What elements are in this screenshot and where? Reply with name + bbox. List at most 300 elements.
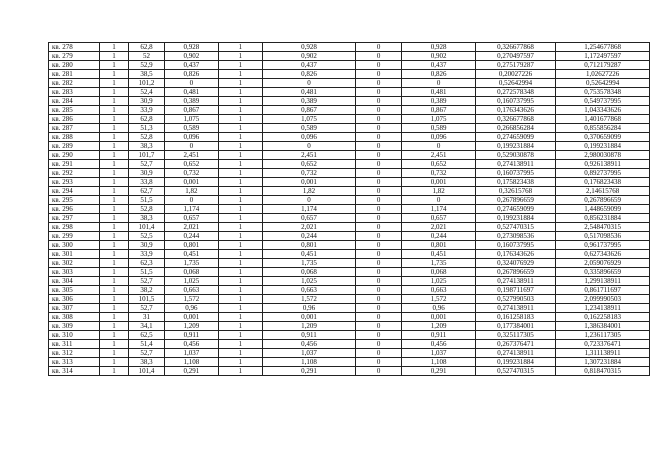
table-cell: 1 (99, 277, 128, 286)
table-cell: 0 (355, 250, 401, 259)
table-cell: 0 (355, 79, 401, 88)
table-cell: 0,481 (263, 88, 356, 97)
table-cell: 2,548470315 (556, 223, 650, 232)
table-cell: 0,861711697 (556, 286, 650, 295)
table-cell: 1,108 (263, 358, 356, 367)
table-cell: 0,096 (263, 133, 356, 142)
table-cell: 0,52642994 (475, 79, 555, 88)
apartment-cell: кв. 281 (49, 70, 100, 79)
table-cell: 2,451 (402, 151, 476, 160)
table-cell: 0,267896659 (475, 196, 555, 205)
table-cell: 0 (355, 196, 401, 205)
table-cell: 1,82 (165, 187, 219, 196)
table-cell: 0,753578348 (556, 88, 650, 97)
table-cell: 0 (355, 322, 401, 331)
table-cell: 1 (99, 367, 128, 376)
table-cell: 38,2 (128, 286, 164, 295)
table-cell: 0,527990503 (475, 295, 555, 304)
table-cell: 52,9 (128, 61, 164, 70)
table-cell: 0,856231884 (556, 214, 650, 223)
table-cell: 1 (99, 169, 128, 178)
table-cell: 0 (355, 169, 401, 178)
table-cell: 101,2 (128, 79, 164, 88)
table-cell: 52,8 (128, 205, 164, 214)
table-cell: 1 (218, 250, 262, 259)
table-cell: 0,176823438 (556, 178, 650, 187)
table-cell: 30,9 (128, 97, 164, 106)
table-cell: 0,068 (165, 268, 219, 277)
apartment-cell: кв. 284 (49, 97, 100, 106)
apartment-cell: кв. 290 (49, 151, 100, 160)
table-cell: 0,928 (402, 43, 476, 52)
apartment-cell: кв. 309 (49, 322, 100, 331)
apartment-cell: кв. 278 (49, 43, 100, 52)
table-cell: 0,96 (402, 304, 476, 313)
table-cell: 62,8 (128, 115, 164, 124)
table-cell: 0 (355, 187, 401, 196)
table-cell: 0 (355, 295, 401, 304)
table-cell: 0,818470315 (556, 367, 650, 376)
table-cell: 1 (99, 160, 128, 169)
table-cell: 0,481 (402, 88, 476, 97)
apartment-cell: кв. 312 (49, 349, 100, 358)
table-cell: 1 (99, 250, 128, 259)
table-cell: 52,7 (128, 304, 164, 313)
table-cell: 0,867 (402, 106, 476, 115)
table-cell: 1,299138911 (556, 277, 650, 286)
table-cell: 1,209 (402, 322, 476, 331)
apartment-cell: кв. 286 (49, 115, 100, 124)
apartment-cell: кв. 294 (49, 187, 100, 196)
table-cell: 1 (218, 124, 262, 133)
table-cell: 1 (99, 295, 128, 304)
table-cell: 0,456 (165, 340, 219, 349)
table-row (49, 358, 650, 367)
table-cell: 0,732 (263, 169, 356, 178)
table-cell: 0,892737995 (556, 169, 650, 178)
table-cell: 31 (128, 313, 164, 322)
table-cell: 1,209 (165, 322, 219, 331)
table-cell: 0,867 (263, 106, 356, 115)
apartment-cell: кв. 305 (49, 286, 100, 295)
table-cell: 0 (355, 259, 401, 268)
apartment-cell: кв. 288 (49, 133, 100, 142)
apartment-cell: кв. 292 (49, 169, 100, 178)
table-cell: 1 (218, 223, 262, 232)
table-cell: 0 (355, 70, 401, 79)
table-cell: 1,82 (402, 187, 476, 196)
table-cell: 0,437 (402, 61, 476, 70)
apartment-cell: кв. 301 (49, 250, 100, 259)
table-cell: 0,160737995 (475, 241, 555, 250)
apartment-cell: кв. 285 (49, 106, 100, 115)
table-cell: 0,389 (263, 97, 356, 106)
table-row (49, 214, 650, 223)
table-cell: 101,4 (128, 223, 164, 232)
table-cell: 1,307231884 (556, 358, 650, 367)
table-cell: 1,254677868 (556, 43, 650, 52)
table-cell: 2,980030878 (556, 151, 650, 160)
table-cell: 0 (263, 142, 356, 151)
table-row (49, 61, 650, 70)
table-cell: 1 (218, 205, 262, 214)
table-cell: 0,267896659 (556, 196, 650, 205)
table-row (49, 286, 650, 295)
table-cell: 0,437 (263, 61, 356, 70)
table-cell: 1 (218, 88, 262, 97)
table-cell: 0,274659099 (475, 133, 555, 142)
table-cell: 0,657 (165, 214, 219, 223)
table-cell: 0,723376471 (556, 340, 650, 349)
table-cell: 0,926138911 (556, 160, 650, 169)
table-cell: 1,735 (402, 259, 476, 268)
table-cell: 1,108 (402, 358, 476, 367)
table-cell: 1 (99, 340, 128, 349)
table-cell: 2,021 (402, 223, 476, 232)
table-cell: 1,037 (165, 349, 219, 358)
apartment-cell: кв. 314 (49, 367, 100, 376)
table-cell: 0,244 (263, 232, 356, 241)
table-cell: 1 (99, 232, 128, 241)
table-cell: 0,160737995 (475, 97, 555, 106)
table-cell: 1 (218, 97, 262, 106)
table-cell: 1,82 (263, 187, 356, 196)
table-cell: 1 (99, 106, 128, 115)
table-cell: 2,059076929 (556, 259, 650, 268)
table-cell: 1 (99, 286, 128, 295)
table-cell: 1,572 (263, 295, 356, 304)
table-cell: 1,043343626 (556, 106, 650, 115)
table-row (49, 151, 650, 160)
apartment-cell: кв. 283 (49, 88, 100, 97)
table-cell: 0 (355, 214, 401, 223)
table-row (49, 79, 650, 88)
table-cell: 1,386384001 (556, 322, 650, 331)
table-row (49, 295, 650, 304)
table-cell: 1 (218, 178, 262, 187)
table-cell: 1 (218, 115, 262, 124)
table-cell: 1 (218, 70, 262, 79)
table-cell: 1 (99, 349, 128, 358)
table-cell: 0,32615768 (475, 187, 555, 196)
table-cell: 33,9 (128, 250, 164, 259)
table-cell: 101,7 (128, 151, 164, 160)
table-cell: 1 (99, 178, 128, 187)
table-body (49, 43, 650, 376)
table-cell: 0,826 (165, 70, 219, 79)
table-cell: 1 (218, 61, 262, 70)
table-cell: 0,732 (165, 169, 219, 178)
table-cell: 0,199231884 (475, 214, 555, 223)
table-cell: 0,266856284 (475, 124, 555, 133)
table-cell: 1,075 (402, 115, 476, 124)
apartment-cell: кв. 296 (49, 205, 100, 214)
table-cell: 38,3 (128, 142, 164, 151)
table-cell: 0 (355, 340, 401, 349)
table-cell: 1 (218, 79, 262, 88)
table-cell: 0,176343626 (475, 250, 555, 259)
table-cell: 1 (218, 43, 262, 52)
table-cell: 1,025 (263, 277, 356, 286)
table-cell: 0,291 (165, 367, 219, 376)
table-cell: 2,451 (263, 151, 356, 160)
table-cell: 0 (355, 358, 401, 367)
table-cell: 0 (355, 277, 401, 286)
table-cell: 0 (355, 349, 401, 358)
table-cell: 0,456 (402, 340, 476, 349)
table-cell: 0,589 (263, 124, 356, 133)
apartment-cell: кв. 304 (49, 277, 100, 286)
table-cell: 1 (99, 304, 128, 313)
table-cell: 51,3 (128, 124, 164, 133)
table-cell: 0,451 (402, 250, 476, 259)
table-cell: 1,572 (402, 295, 476, 304)
apartment-cell: кв. 308 (49, 313, 100, 322)
table-cell: 62,5 (128, 331, 164, 340)
table-cell: 1,234138911 (556, 304, 650, 313)
apartment-cell: кв. 279 (49, 52, 100, 61)
table-cell: 0,732 (402, 169, 476, 178)
table-cell: 1,108 (165, 358, 219, 367)
table-cell: 1,572 (165, 295, 219, 304)
table-cell: 51,5 (128, 268, 164, 277)
table-cell: 0,001 (165, 178, 219, 187)
table-row (49, 187, 650, 196)
table-cell: 2,021 (165, 223, 219, 232)
table-cell: 0,652 (263, 160, 356, 169)
apartment-cell: кв. 293 (49, 178, 100, 187)
table-cell: 1,037 (402, 349, 476, 358)
table-cell: 1 (99, 79, 128, 88)
table-cell: 0,272578348 (475, 88, 555, 97)
table-cell: 0,826 (263, 70, 356, 79)
table-cell: 1,174 (165, 205, 219, 214)
table-cell: 1 (218, 367, 262, 376)
table-row (49, 178, 650, 187)
table-cell: 1 (99, 358, 128, 367)
apartment-cell: кв. 291 (49, 160, 100, 169)
table-cell: 1 (99, 142, 128, 151)
table-cell: 0,274138911 (475, 304, 555, 313)
table-cell: 1,025 (165, 277, 219, 286)
table-cell: 0,370659099 (556, 133, 650, 142)
table-cell: 2,14615768 (556, 187, 650, 196)
table-cell: 1,209 (263, 322, 356, 331)
table-cell: 0 (355, 133, 401, 142)
table-cell: 1 (99, 124, 128, 133)
table-cell: 1 (99, 187, 128, 196)
table-cell: 0 (165, 142, 219, 151)
table-cell: 0,244 (165, 232, 219, 241)
apartment-cell: кв. 300 (49, 241, 100, 250)
table-cell: 51,5 (128, 196, 164, 205)
table-cell: 0,96 (263, 304, 356, 313)
table-row (49, 340, 650, 349)
table-cell: 0 (355, 268, 401, 277)
table-cell: 0,801 (263, 241, 356, 250)
table-cell: 51,4 (128, 340, 164, 349)
table-cell: 0 (355, 205, 401, 214)
table-cell: 0,291 (402, 367, 476, 376)
table-cell: 1 (99, 70, 128, 79)
table-cell: 0,175823438 (475, 178, 555, 187)
table-cell: 0,961737995 (556, 241, 650, 250)
table-cell: 1 (218, 304, 262, 313)
apartment-cell: кв. 297 (49, 214, 100, 223)
table-cell: 0 (355, 160, 401, 169)
table-cell: 0,270497597 (475, 52, 555, 61)
apartment-cell: кв. 295 (49, 196, 100, 205)
table-cell: 0 (355, 367, 401, 376)
table-cell: 0 (355, 106, 401, 115)
table-cell: 52 (128, 52, 164, 61)
table-cell: 1 (99, 223, 128, 232)
table-cell: 0,324076929 (475, 259, 555, 268)
table-cell: 0,529030878 (475, 151, 555, 160)
apartment-cell: кв. 280 (49, 61, 100, 70)
table-cell: 0,527470315 (475, 367, 555, 376)
table-cell: 1,075 (263, 115, 356, 124)
apartment-data-table (48, 42, 650, 376)
table-cell: 1 (99, 133, 128, 142)
table-cell: 0,867 (165, 106, 219, 115)
table-cell: 0,451 (165, 250, 219, 259)
table-cell: 1,075 (165, 115, 219, 124)
table-cell: 1 (218, 241, 262, 250)
table-cell: 1 (218, 106, 262, 115)
table-cell: 0 (263, 196, 356, 205)
table-cell: 52,5 (128, 232, 164, 241)
table-cell: 2,021 (263, 223, 356, 232)
table-cell: 1 (99, 259, 128, 268)
table-cell: 1 (218, 151, 262, 160)
table-cell: 1,735 (165, 259, 219, 268)
table-cell: 1 (218, 268, 262, 277)
table-cell: 0,274659099 (475, 205, 555, 214)
table-cell: 0,627343626 (556, 250, 650, 259)
table-row (49, 88, 650, 97)
table-cell: 1,172497597 (556, 52, 650, 61)
apartment-cell: кв. 313 (49, 358, 100, 367)
table-cell: 0 (355, 124, 401, 133)
apartment-cell: кв. 287 (49, 124, 100, 133)
table-row (49, 169, 650, 178)
table-cell: 0,176343626 (475, 106, 555, 115)
table-cell: 62,8 (128, 43, 164, 52)
table-cell: 0,652 (165, 160, 219, 169)
table-cell: 1 (218, 358, 262, 367)
table-cell: 1 (218, 196, 262, 205)
table-cell: 0,652 (402, 160, 476, 169)
table-cell: 1,037 (263, 349, 356, 358)
table-cell: 0,199231884 (475, 142, 555, 151)
table-cell: 0,001 (402, 313, 476, 322)
table-cell: 0,096 (165, 133, 219, 142)
table-cell: 1 (218, 349, 262, 358)
table-row (49, 250, 650, 259)
table-cell: 0 (355, 115, 401, 124)
table-cell: 0 (355, 43, 401, 52)
table-cell: 1 (218, 277, 262, 286)
table-cell: 0,456 (263, 340, 356, 349)
table-cell: 0 (355, 331, 401, 340)
table-cell: 1 (218, 340, 262, 349)
table-cell: 1 (218, 313, 262, 322)
table-cell: 0,001 (402, 178, 476, 187)
table-cell: 0,161258183 (475, 313, 555, 322)
table-cell: 0,20027226 (475, 70, 555, 79)
table-cell: 52,4 (128, 88, 164, 97)
table-cell: 0,326677868 (475, 43, 555, 52)
table-row (49, 97, 650, 106)
table-row (49, 322, 650, 331)
apartment-cell: кв. 311 (49, 340, 100, 349)
table-cell: 0,589 (165, 124, 219, 133)
table-row (49, 52, 650, 61)
table-cell: 62,7 (128, 187, 164, 196)
table-cell: 1,174 (402, 205, 476, 214)
table-row (49, 232, 650, 241)
table-cell: 0,273098536 (475, 232, 555, 241)
table-cell: 0,274138911 (475, 277, 555, 286)
table-cell: 0,160737995 (475, 169, 555, 178)
table-cell: 0,199231884 (556, 142, 650, 151)
apartment-cell: кв. 303 (49, 268, 100, 277)
table-cell: 1 (218, 286, 262, 295)
table-cell: 0,712179287 (556, 61, 650, 70)
table-cell: 0,826 (402, 70, 476, 79)
table-cell: 34,1 (128, 322, 164, 331)
table-cell: 30,9 (128, 241, 164, 250)
table-cell: 1 (99, 268, 128, 277)
table-cell: 1 (218, 187, 262, 196)
table-cell: 0,911 (165, 331, 219, 340)
table-row (49, 160, 650, 169)
table-cell: 0,199231884 (475, 358, 555, 367)
table-cell: 1,401677868 (556, 115, 650, 124)
table-cell: 0,244 (402, 232, 476, 241)
table-cell: 0,517098536 (556, 232, 650, 241)
table-cell: 0,663 (165, 286, 219, 295)
table-cell: 1 (99, 241, 128, 250)
table-cell: 1 (99, 322, 128, 331)
table-cell: 0 (402, 142, 476, 151)
table-cell: 0,291 (263, 367, 356, 376)
table-cell: 1,174 (263, 205, 356, 214)
table-cell: 1 (99, 115, 128, 124)
table-cell: 0,162258183 (556, 313, 650, 322)
table-cell: 0 (355, 61, 401, 70)
table-cell: 0 (355, 142, 401, 151)
table-cell: 1 (99, 205, 128, 214)
table-cell: 0,096 (402, 133, 476, 142)
table-cell: 1 (218, 52, 262, 61)
table-cell: 0,657 (263, 214, 356, 223)
table-row (49, 277, 650, 286)
table-cell: 0,96 (165, 304, 219, 313)
table-cell: 1 (99, 52, 128, 61)
table-cell: 0,001 (263, 178, 356, 187)
table-cell: 0,902 (402, 52, 476, 61)
table-cell: 1,02627226 (556, 70, 650, 79)
table-cell: 0,589 (402, 124, 476, 133)
table-cell: 0,855856284 (556, 124, 650, 133)
table-cell: 0,389 (402, 97, 476, 106)
apartment-cell: кв. 306 (49, 295, 100, 304)
table-cell: 1 (99, 331, 128, 340)
table-cell: 33,8 (128, 178, 164, 187)
table-cell: 0,911 (402, 331, 476, 340)
